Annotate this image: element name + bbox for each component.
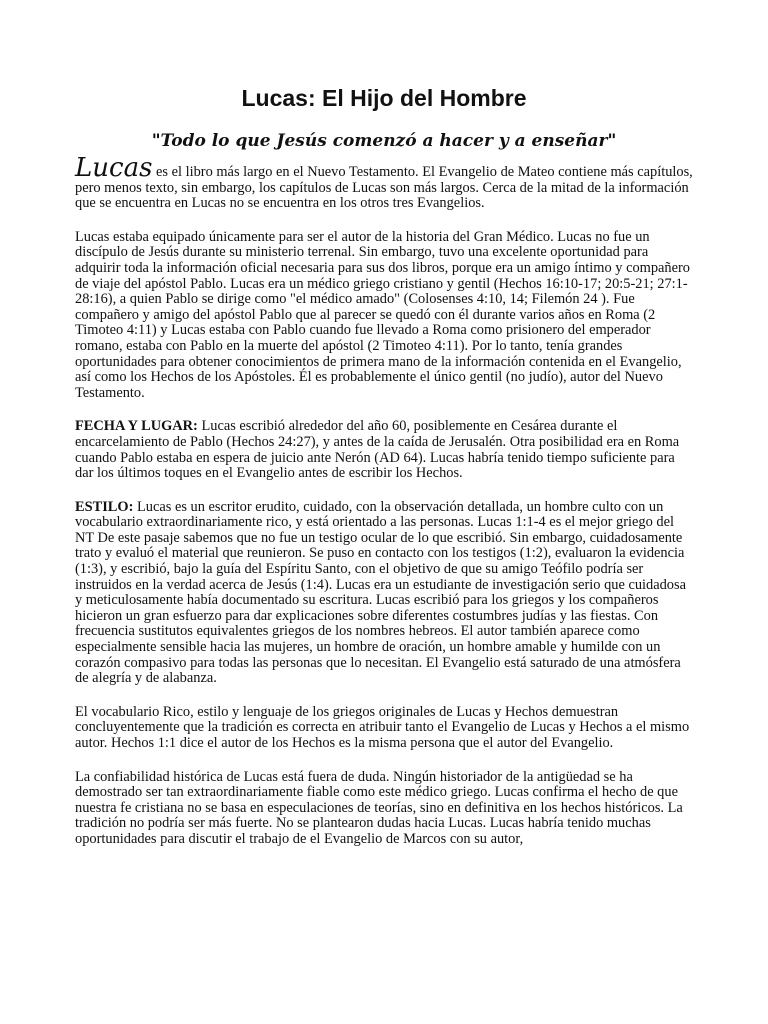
document-body [75, 153, 695, 866]
intro-text: es el libro más largo en el Nuevo Testamento. El Evangelio de Mateo contiene más capítulos, pero menos texto, sin embargo, los capítulos de Lucas son más largos. Cerca de la mitad de la información que se encuentra en Lucas no se encuentra en los otros tres Evangelios. [75, 164, 693, 212]
style-text: Lucas es un escritor erudito, cuidado, con la observación detallada, un hombre culto con un vocabulario extraordinariamente rico, y está orientado a las personas. Lucas 1:1-4 es el mejor griego del NT De este pasaje sabemos que no fue un testigo ocular de lo que escribió. Sin embargo, cuidadosamente trato y evaluó el material que reunieron. Se puso en contacto con los testigos (1:2), evaluaron la evidencia (1:3), y escribió, bajo la guía del Espíritu Santo, con el objetivo de que su amigo Teófilo podría ser instruidos en la verdad acerca de Jesús (1:4). Lucas era un estudiante de investigación serio que cuidadosa y meticulosamente había documentado su escritura. Lucas escribió para los griegos y los compañeros hicieron un gran esfuerzo para dar explicaciones sobre diferentes costumbres judías y las fiestas. Con frecuencia sustitutos equivalentes griegos de los nombres hebreos. El autor también aparece como especialmente sensible hacia las mujeres, un hombre de oración, un hombre amable y humilde con un corazón compasivo para todas las personas que lo necesitan. El Evangelio está saturado de una atmósfera de alegría y de alabanza. [75, 498, 686, 687]
author-paragraph: Lucas estaba equipado únicamente para ser el autor de la historia del Gran Médico. Lucas no fue un discípulo de Jesús durante su ministerio terrenal. Sin embargo, tuvo una excelente oportunidad para adquirir toda la información oficial necesaria para sus dos libros, porque era un amigo íntimo y compañero de viaje del apóstol Pablo. Lucas era un médico griego cristiano y gentil (Hechos 16:10-17; 20:5-21; 27:1-28:16), a quien Pablo se dirige como "el médico amado" (Colosenses 4:10, 14; Filemón 24 ). Fue compañero y amigo del apóstol Pablo que al parecer se quedó con él durante varios años en Roma (2 Timoteo 4:11) y Lucas estaba con Pablo cuando fue llevado a Roma como prisionero del emperador romano, estaba con Pablo en la muerte del apóstol (2 Timoteo 4:11). Por lo tanto, tenía grandes oportunidades para obtener conocimientos de primera mano de la información contenida en el Evangelio, así como los Hechos de los Apóstoles. Él es probablemente el único gentil (no judío), autor del Nuevo Testamento. [75, 228, 691, 401]
page-title: Lucas: El Hijo del Hombre [241, 85, 527, 111]
reliability-paragraph: La confiabilidad histórica de Lucas está fuera de duda. Ningún historiador de la antigüedad se ha demostrado ser tan extraordinariamente fiable como este médico griego. Lucas confirma el hecho de que nuestra fe cristiana no se basa en especulaciones de teorías, sino en definitiva en los hechos históricos. La tradición no podría ser más fuerte. No se plantearon dudas hacia Lucas. Lucas habría tenido muchas oportunidades para discutir el trabajo de el Evangelio de Marcos con su autor, [75, 768, 683, 847]
style-paragraph [75, 500, 695, 687]
intro-paragraph [75, 153, 695, 212]
date-place-paragraph [75, 419, 695, 481]
vocabulary-paragraph: El vocabulario Rico, estilo y lenguaje de los griegos originales de Lucas y Hechos demuestran concluyentemente que la tradición es correcta en atribuir tanto el Evangelio de Lucas y Hechos a el mismo autor. Hechos 1:1 dice el autor de los Hechos es la misma persona que el autor del Evangelio. [75, 703, 690, 751]
page-subtitle-quote: "Todo lo que Jesús comenzó a hacer y a enseñar" [151, 131, 617, 151]
date-place-label: FECHA Y LUGAR: [75, 418, 198, 435]
style-label: ESTILO: [75, 498, 134, 515]
date-place-text: Lucas escribió alrededor del año 60, posiblemente en Cesárea durante el encarcelamiento de Pablo (Hechos 24:27), y antes de la caída de Jerusalén. Otra posibilidad era en Roma cuando Pablo estaba en espera de juicio ante Nerón (AD 64). Lucas habría tenido tiempo suficiente para dar los últimos toques en el Evangelio antes de escribir los Hechos. [75, 418, 680, 482]
intro-lead-word: Lucas [75, 153, 153, 183]
